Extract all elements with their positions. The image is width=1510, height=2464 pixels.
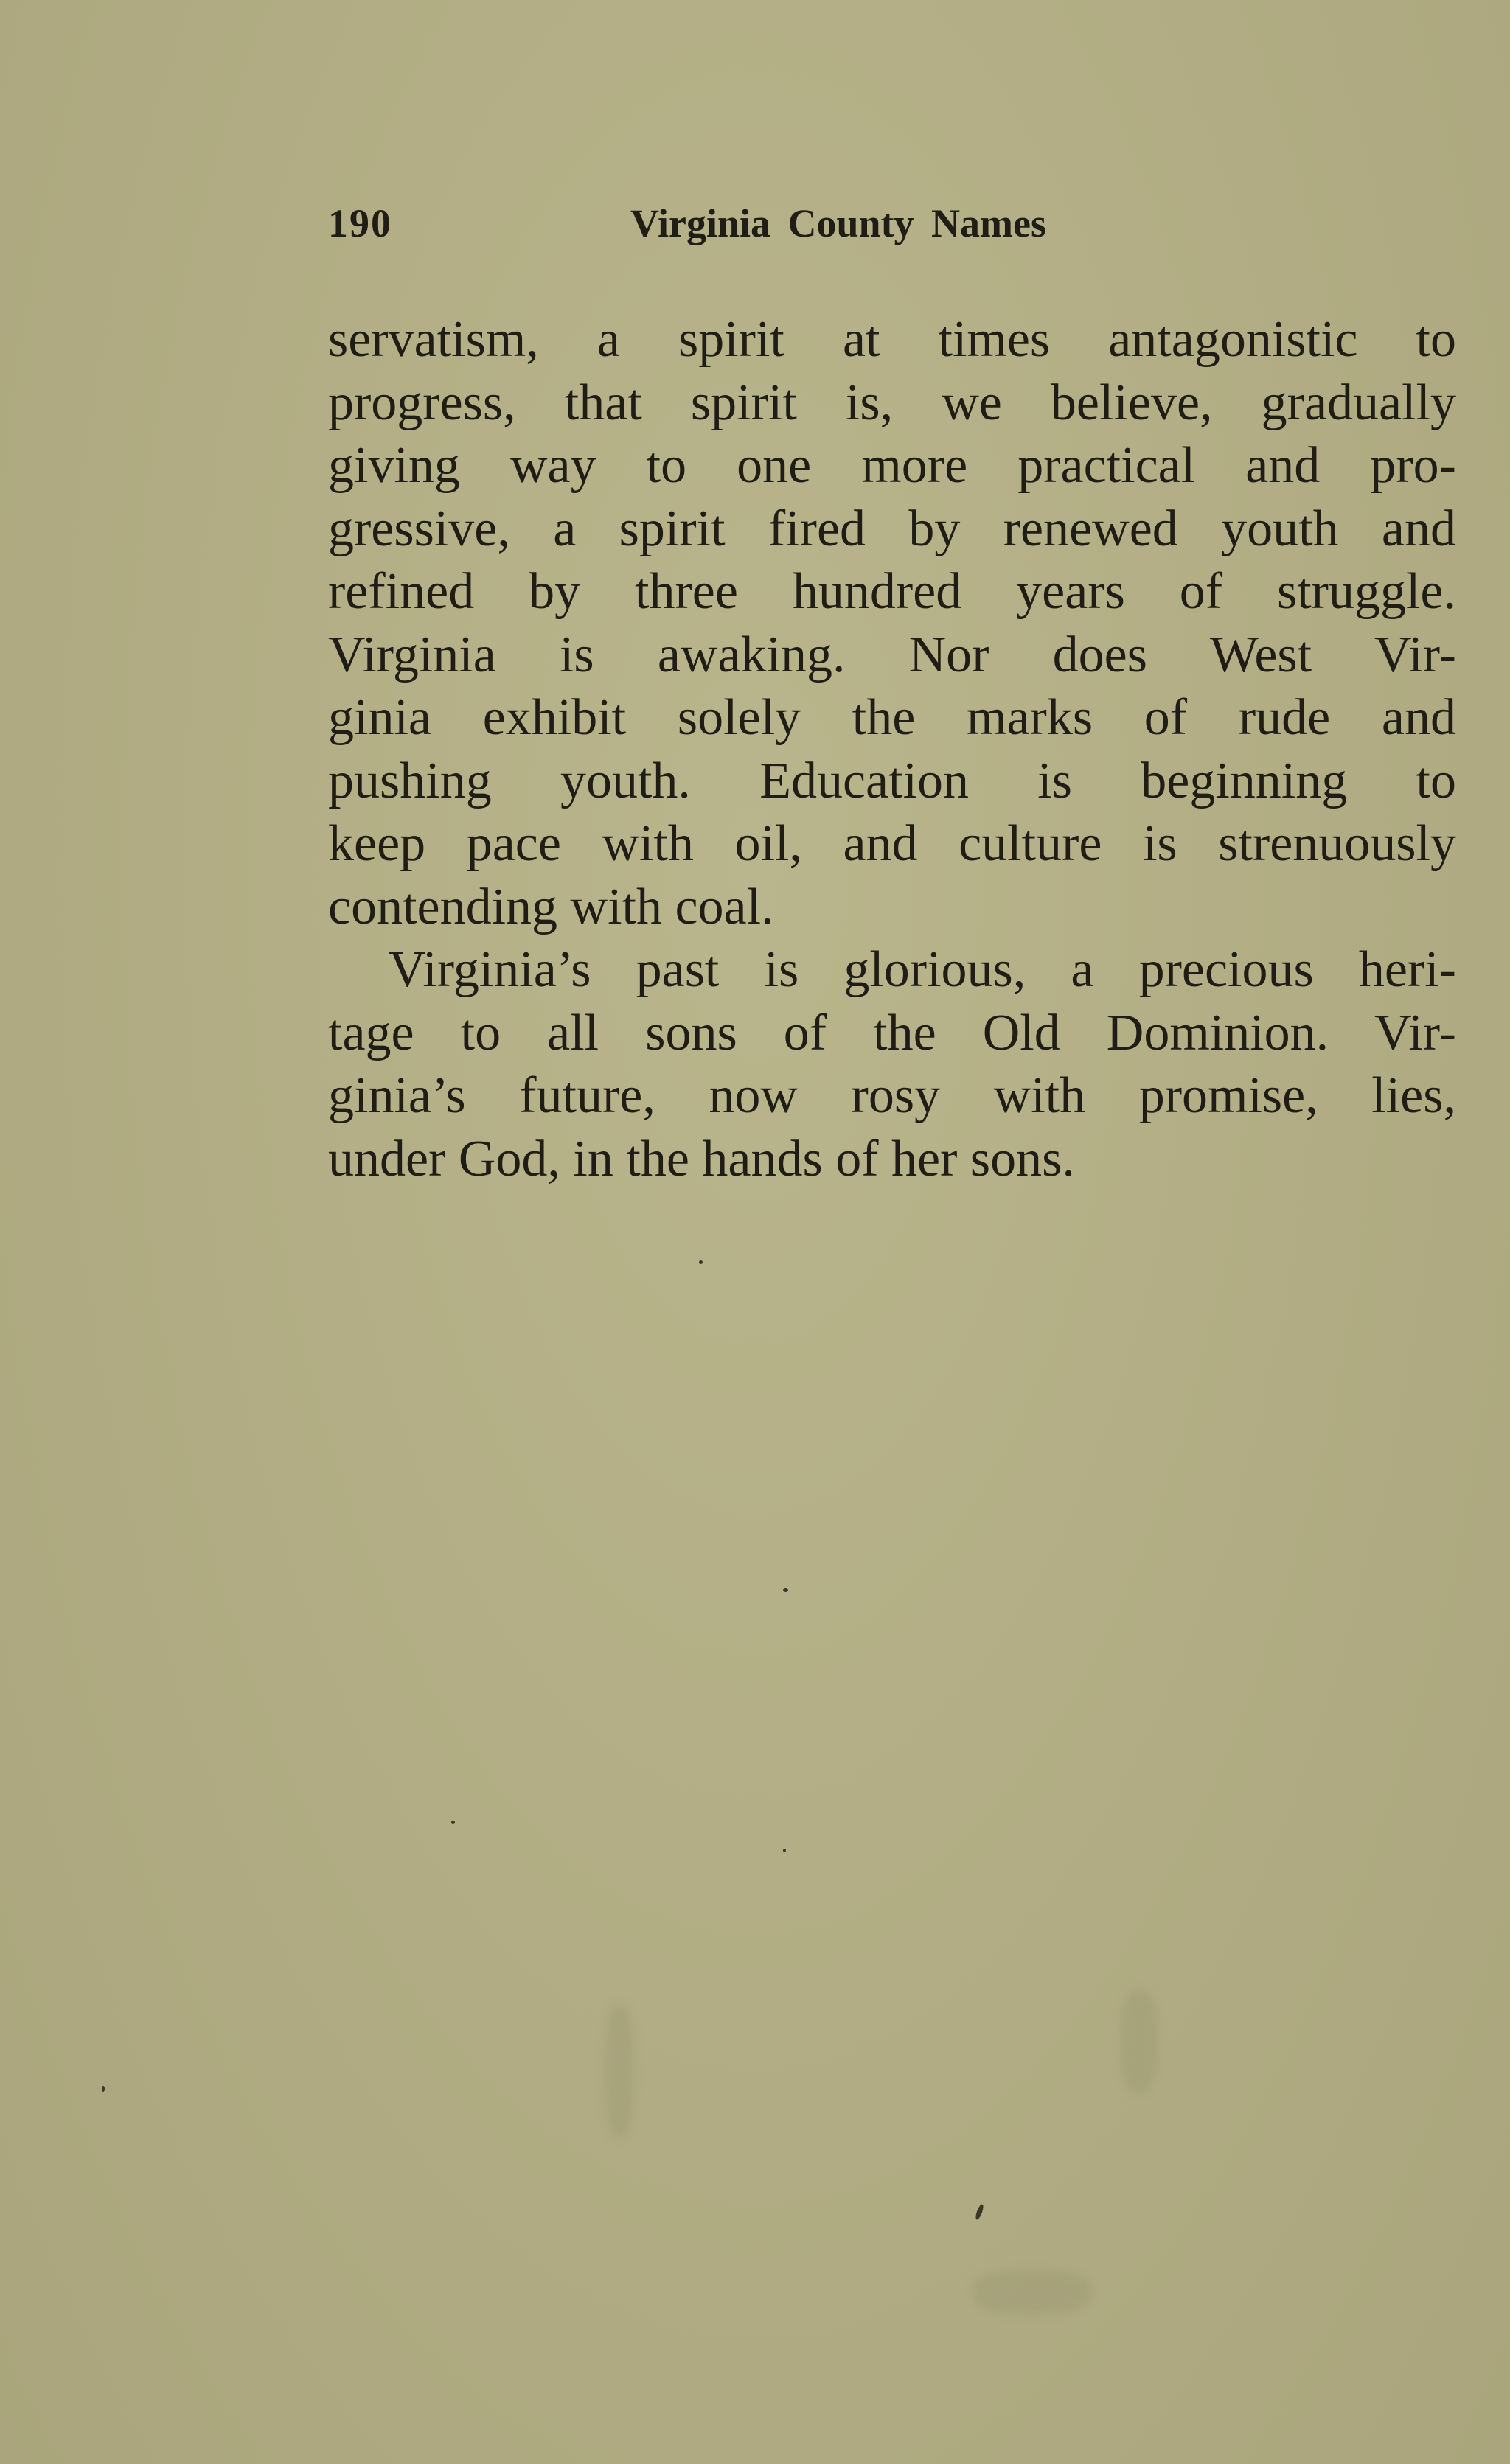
page-number: 190 xyxy=(328,201,392,245)
speck-mark xyxy=(974,2203,984,2220)
text-line: ginia’s future, now rosy with promise, lies, xyxy=(328,1067,1456,1124)
running-head xyxy=(328,198,1167,249)
speck-mark xyxy=(102,2086,105,2092)
text-line: keep pace with oil, and culture is strenuously xyxy=(328,815,1456,872)
paper-smudge xyxy=(973,2270,1091,2314)
text-line: ginia exhibit solely the marks of rude and xyxy=(328,689,1456,746)
text-line: tage to all sons of the Old Dominion. Vir- xyxy=(328,1004,1456,1061)
text-line: contending with coal. xyxy=(328,878,774,935)
text-line: Virginia’s past is glorious, a precious heri- xyxy=(389,941,1456,998)
text-line: pushing youth. Education is beginning to xyxy=(328,752,1456,809)
text-line: servatism, a spirit at times antagonistic to xyxy=(328,311,1456,368)
text-line: under God, in the hands of her sons. xyxy=(328,1130,1075,1187)
running-title: Virginia County Names xyxy=(630,201,1047,245)
text-line: progress, that spirit is, we believe, gradually xyxy=(328,374,1456,431)
speck-mark xyxy=(783,1588,788,1592)
body-text xyxy=(328,308,1456,1190)
speck-mark xyxy=(783,1849,786,1852)
speck-mark xyxy=(699,1260,703,1264)
paper-smudge xyxy=(605,2005,634,2137)
paper-smudge xyxy=(1121,1990,1158,2093)
speck-mark xyxy=(451,1821,455,1824)
text-line: refined by three hundred years of struggle. xyxy=(328,563,1456,620)
text-line: giving way to one more practical and pro- xyxy=(328,437,1456,494)
text-line: Virginia is awaking. Nor does West Vir- xyxy=(328,626,1456,683)
text-line: gressive, a spirit fired by renewed youth and xyxy=(328,500,1456,557)
